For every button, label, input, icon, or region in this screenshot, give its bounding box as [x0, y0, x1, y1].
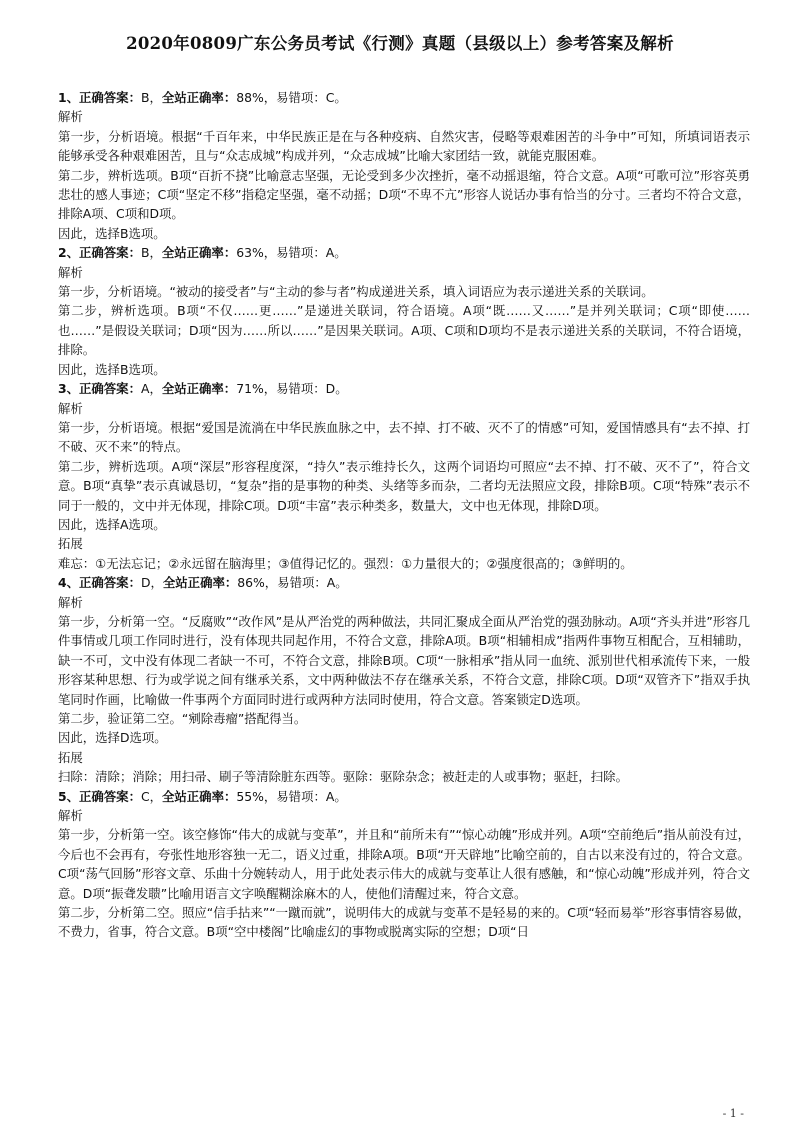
extension-label: 拓展 [58, 536, 83, 552]
analysis-paragraph: 因此，选择D选项。 [58, 730, 167, 746]
question-number: 5、 [58, 788, 80, 804]
rate-label: 全站正确率： [161, 90, 237, 105]
analysis-paragraph: 第一步，分析语境。根据“爱国是流淌在中华民族血脉之中，去不掉、打不破、灭不了的情感”可知，爱国情感具有“去不掉、打不破、灭不来”的特点。 [58, 419, 750, 455]
question-number: 1、 [58, 90, 80, 105]
analysis-paragraph: 第一步，分析第一空。“反腐败”“改作风”是从严治党的两种做法，共同汇聚成全面从严治党的强劲脉动。A项“齐头并进”形容几件事情或几项工作同时进行，没有体现共同起作用，不符合文意，排除A项。B项“相辅相成”指两件事物互相配合，互相辅助，缺一不可，文中没有体现二者缺一不可，不符合文意，排除B项。C项“一脉相承”指从同一血统、派别世代相承流传下来，一般形容某种思想、行为或学说之间有继承关系，文中两种做法不存在继承关系，不符合文意，排除C项。D项“双管齐下”指双手执笔同时作画，比喻做一件事两个方面同时进行或两种方法同时使用，符合文意。答案锁定D选项。 [58, 613, 750, 707]
answer-label: 正确答案： [79, 90, 141, 105]
analysis-label: 解析 [58, 808, 83, 824]
extension-paragraph: 难忘：①无法忘记；②永远留在脑海里；③值得记忆的。强烈：①力量很大的；②强度很高的；③鲜明的。 [58, 555, 633, 571]
page-number: - 1 - [722, 1107, 744, 1120]
analysis-paragraph: 第一步，分析语境。“被动的接受者”与“主动的参与者”构成递进关系，填入词语应为表示递进关系的关联词。 [58, 284, 654, 300]
rate-value: 55%，易错项：A。 [236, 788, 347, 804]
answer-value: B， [140, 90, 162, 105]
page-title: 2020年0809广东公务员考试《行测》真题（县级以上）参考答案及解析 [126, 34, 674, 53]
answer-value: D， [140, 575, 163, 591]
question-header [58, 88, 750, 107]
answer-content [58, 88, 750, 942]
analysis-paragraph: 第二步，验证第二空。“剜除毒瘤”搭配得当。 [58, 711, 307, 726]
question-header [58, 787, 750, 806]
question-number: 2、 [58, 245, 80, 261]
extension-label: 拓展 [58, 749, 83, 765]
rate-label: 全站正确率： [161, 245, 237, 261]
rate-value: 63%，易错项：A。 [236, 245, 347, 261]
answer-label: 正确答案： [79, 575, 141, 591]
analysis-paragraph: 第二步，辨析选项。A项“深层”形容程度深，“持久”表示维持长久，这两个词语均可照应“去不掉、打不破、灭不了”，符合文意。B项“真挚”表示真诚恳切，“复杂”指的是事物的种类、头绪等多而杂，二者均无法照应文段，排除B项。C项“特殊”表示不同于一般的，文中并无体现，排除C项。D项“丰富”表示种类多，数量大，文中也无体现，排除D项。 [58, 458, 750, 513]
analysis-paragraph: 第二步，辨析选项。B项“不仅……更……”是递进关联词，符合语境。A项“既……又……”是并列关联词；C项“即使……也……”是假设关联词；D项“因为……所以……”是因果关联词。A项、C项和D项均不是表示递进关系的关联词，不符合语境，排除。 [58, 303, 750, 358]
analysis-paragraph: 因此，选择B选项。 [58, 361, 166, 377]
rate-value: 71%，易错项：D。 [236, 381, 348, 397]
rate-label: 全站正确率： [162, 575, 238, 591]
rate-label: 全站正确率： [161, 381, 237, 397]
analysis-label: 解析 [58, 264, 83, 280]
rate-value: 88%，易错项：C。 [236, 90, 347, 105]
analysis-label: 解析 [58, 400, 83, 416]
rate-label: 全站正确率： [162, 788, 237, 804]
question-header [58, 573, 750, 592]
question-header [58, 379, 750, 398]
question-header [58, 243, 750, 262]
answer-label: 正确答案： [79, 788, 141, 804]
analysis-label: 解析 [58, 594, 83, 610]
answer-label: 正确答案： [79, 381, 141, 397]
analysis-paragraph: 因此，选择A选项。 [58, 516, 166, 532]
extension-paragraph: 扫除：清除；消除；用扫帚、刷子等清除脏东西等。驱除：驱除杂念；被赶走的人或事物；驱赶，扫除。 [58, 769, 628, 785]
question-number: 4、 [58, 575, 80, 591]
answer-value: C， [140, 788, 163, 804]
analysis-paragraph: 因此，选择B选项。 [58, 225, 166, 241]
rate-value: 86%，易错项：A。 [237, 575, 348, 591]
analysis-paragraph: 第一步，分析第一空。该空修饰“伟大的成就与变革”，并且和“前所未有”“惊心动魄”形成并列。A项“空前绝后”指从前没有过，今后也不会再有，夸张性地形容独一无二，语义过重，排除A项。B项“开天辟地”比喻空前的，自古以来没有过的，符合文意。C项“荡气回肠”形容文章、乐曲十分婉转动人，用于此处表示伟大的成就与变革让人很有感触，和“惊心动魄”形成并列，符合文意。D项“振聋发聩”比喻用语言文字唤醒糊涂麻木的人，使他们清醒过来，符合文意。 [58, 827, 750, 901]
answer-label: 正确答案： [79, 245, 141, 261]
analysis-paragraph: 第二步，分析第二空。照应“信手拈来”“一蹴而就”，说明伟大的成就与变革不是轻易的来的。C项“轻而易举”形容事情容易做，不费力，省事，符合文意。B项“空中楼阁”比喻虚幻的事物或脱离实际的空想；D项“日 [58, 905, 750, 940]
answer-value: A， [140, 381, 162, 397]
answer-value: B， [140, 245, 162, 261]
analysis-paragraph: 第一步，分析语境。根据“千百年来，中华民族正是在与各种疫病、自然灾害，侵略等艰难困苦的斗争中”可知，所填词语表示能够承受各种艰难困苦，且与“众志成城”构成并列，“众志成城”比喻大家团结一致，就能克服困难。 [58, 128, 750, 164]
analysis-label: 解析 [58, 109, 83, 125]
analysis-paragraph: 第二步，辨析选项。B项“百折不挠”比喻意志坚强，无论受到多少次挫折，毫不动摇退缩，符合文意。A项“可歌可泣”形容英勇悲壮的感人事迹；C项“坚定不移”指稳定坚强，毫不动摇；D项“不卑不亢”形容人说话办事有恰当的分寸。三者均不符合文意，排除A项、C项和D项。 [58, 167, 750, 222]
question-number: 3、 [58, 381, 80, 397]
